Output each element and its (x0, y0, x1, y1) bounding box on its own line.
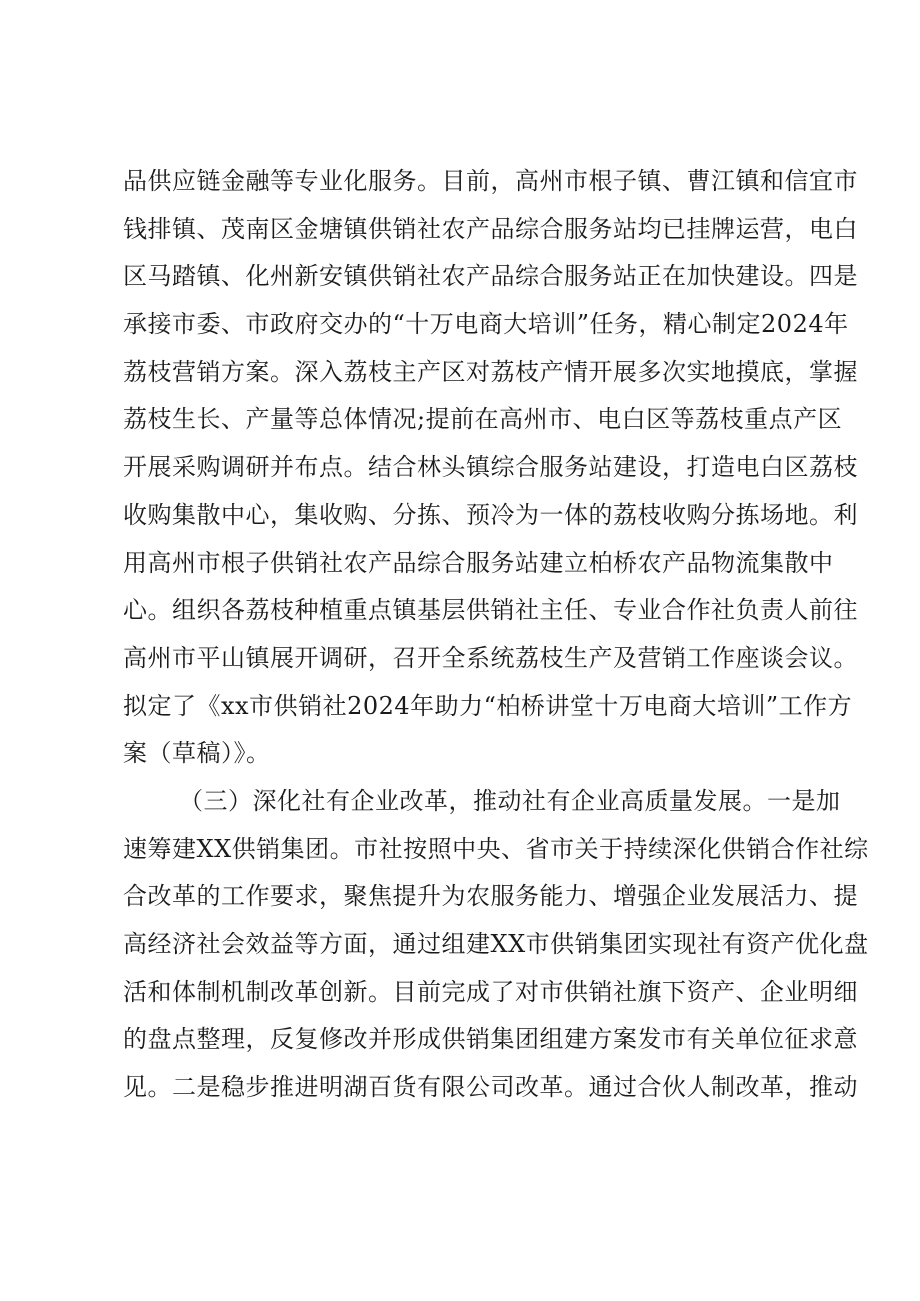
text-line: 心。组织各荔枝种植重点镇基层供销社主任、专业合作社负责人前往 (123, 596, 858, 625)
text-line: 拟定了《xx市供销社2024年助力“柏桥讲堂十万电商大培训”工作方 (123, 691, 853, 720)
paragraph-1 (123, 158, 858, 778)
text-line: 荔枝营销方案。深入荔枝主产区对荔枝产情开展多次实地摸底，掌握 (123, 357, 858, 386)
text-line: 区马踏镇、化州新安镇供销社农产品综合服务站正在加快建设。四是 (123, 262, 858, 291)
document-body (123, 158, 869, 1112)
text-line: 案（草稿）》。 (123, 739, 271, 768)
text-line: 的盘点整理，反复修改并形成供销集团组建方案发市有关单位征求意 (123, 1025, 858, 1054)
text-line: 钱排镇、茂南区金塘镇供销社农产品综合服务站均已挂牌运营，电白 (123, 214, 858, 243)
text-line: 用高州市根子供销社农产品综合服务站建立柏桥农产品物流集散中 (123, 548, 834, 577)
text-line: 品供应链金融等专业化服务。目前，高州市根子镇、曹江镇和信宜市 (123, 167, 858, 195)
text-line: 荔枝生长、产量等总体情况;提前在高州市、电白区等荔枝重点产区 (123, 405, 843, 434)
text-line: 开展采购调研并布点。结合林头镇综合服务站建设，打造电白区荔枝 (123, 453, 858, 482)
section-heading-line: （三）深化社有企业改革，推动社有企业高质量发展。一是加 (179, 786, 841, 815)
text-line: 收购集散中心，集收购、分拣、预冷为一体的荔枝收购分拣场地。利 (123, 500, 858, 529)
text-line: 活和体制机制改革创新。目前完成了对市供销社旗下资产、企业明细 (123, 977, 858, 1006)
text-line: 高州市平山镇展开调研，召开全系统荔枝生产及营销工作座谈会议。 (123, 643, 858, 672)
text-line: 速筹建XX供销集团。市社按照中央、省市关于持续深化供销合作社综 (123, 834, 869, 863)
text-line: 承接市委、市政府交办的“十万电商大培训”任务，精心制定2024年 (123, 310, 849, 339)
text-line: 高经济社会效益等方面，通过组建XX市供销集团实现社有资产优化盘 (123, 930, 869, 958)
text-line: 见。二是稳步推进明湖百货有限公司改革。通过合伙人制改革，推动 (123, 1073, 858, 1102)
paragraph-2 (123, 778, 869, 1112)
text-line: 合改革的工作要求，聚焦提升为农服务能力、增强企业发展活力、提 (123, 882, 858, 911)
